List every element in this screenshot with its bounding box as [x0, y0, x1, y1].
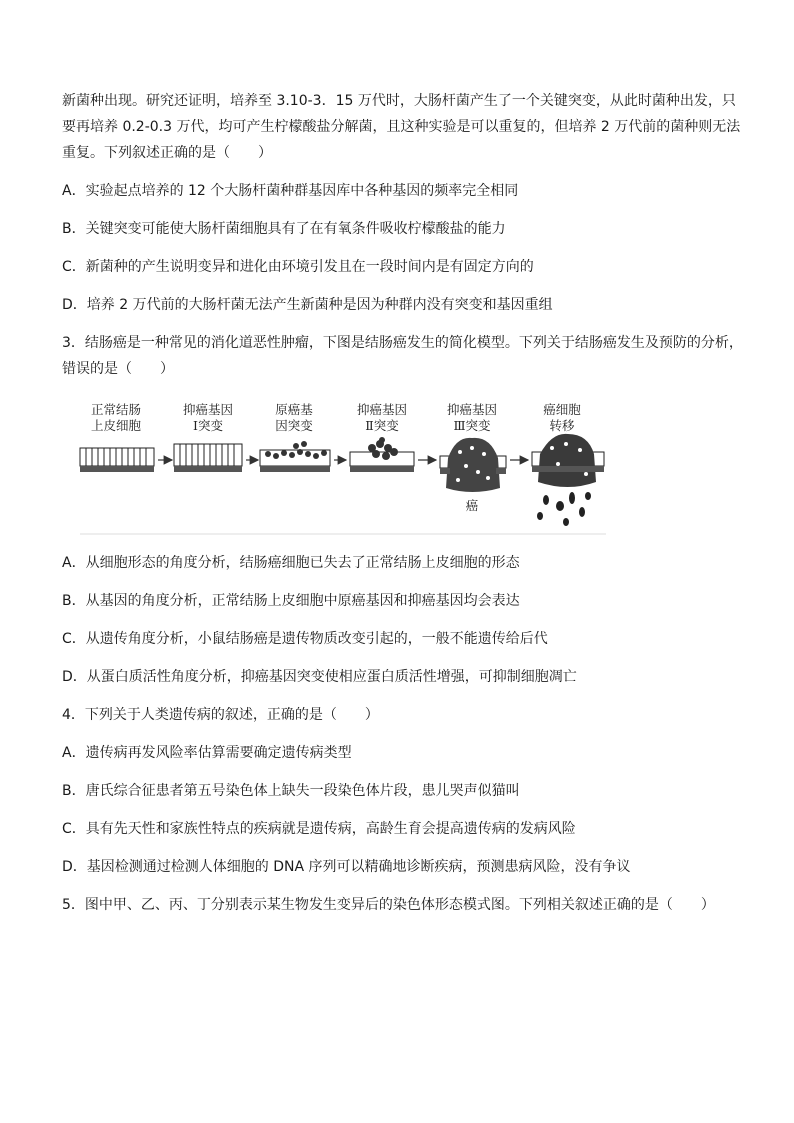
stage-4-label-l1: 抑癌基因 [356, 402, 408, 417]
q5-stem: 5．图中甲、乙、丙、丁分别表示某生物发生变异后的染色体形态模式图。下列相关叙述正确的是（ ） [62, 897, 715, 913]
q3-stem-line-2: 错误的是（ ） [62, 361, 174, 377]
q2-stem-line-2: 要再培养 0.2-0.3 万代，均可产生柠檬酸盐分解菌，且这种实验是可以重复的，但培养 2 万代前的菌种则无法 [62, 119, 741, 135]
q2-stem-line-1: 新菌种出现。研究还证明，培养至 3.10-3．15 万代时，大肠杆菌产生了一个关键突变，从此时菌种出发，只 [62, 93, 736, 109]
stage-2-tissue [174, 444, 242, 472]
stage-5-label-l1: 抑癌基因 [446, 402, 498, 417]
q3-option-a: A．从细胞形态的角度分析，结肠癌细胞已失去了正常结肠上皮细胞的形态 [62, 555, 520, 571]
tumor-label: 癌 [465, 498, 479, 513]
q2-option-c: C．新菌种的产生说明变异和进化由环境引发且在一段时间内是有固定方向的 [62, 259, 534, 275]
q4-option-c: C．具有先天性和家族性特点的疾病就是遗传病，高龄生育会提高遗传病的发病风险 [62, 821, 576, 837]
stage-1-label-l1: 正常结肠 [90, 402, 142, 417]
stage-3-tissue [260, 441, 330, 472]
stage-5-tissue [440, 438, 506, 492]
q4-option-d: D．基因检测通过检测人体细胞的 DNA 序列可以精确地诊断疾病，预测患病风险，没有争议 [62, 859, 631, 875]
stage-3-label-l2: 因突变 [275, 418, 313, 433]
q3-option-c: C．从遗传角度分析，小鼠结肠癌是遗传物质改变引起的，一般不能遗传给后代 [62, 631, 548, 647]
q4-option-a: A．遗传病再发风险率估算需要确定遗传病类型 [62, 745, 352, 761]
q3-stem-line-1: 3．结肠癌是一种常见的消化道恶性肿瘤，下图是结肠癌发生的简化模型。下列关于结肠癌发生及预防的分析， [62, 335, 743, 351]
colon-cancer-model-figure [76, 396, 608, 536]
q3-option-b: B．从基因的角度分析，正常结肠上皮细胞中原癌基因和抑癌基因均会表达 [62, 593, 520, 609]
stage-5-label-l2: Ⅲ突变 [453, 418, 491, 433]
stage-1-tissue [80, 448, 154, 472]
q2-option-a: A．实验起点培养的 12 个大肠杆菌种群基因库中各种基因的频率完全相同 [62, 183, 519, 199]
stage-4-label-l2: Ⅱ突变 [365, 418, 399, 433]
q4-stem: 4．下列关于人类遗传病的叙述，正确的是（ ） [62, 707, 379, 723]
stage-3-label-l1: 原癌基 [275, 402, 313, 417]
stage-6-label-l2: 转移 [549, 418, 575, 433]
stage-6-tissue [532, 434, 604, 526]
stage-2-label-l2: Ⅰ突变 [193, 418, 223, 433]
stage-6-label-l1: 癌细胞 [543, 402, 581, 417]
q2-option-d: D．培养 2 万代前的大肠杆菌无法产生新菌种是因为种群内没有突变和基因重组 [62, 297, 553, 313]
q3-option-d: D．从蛋白质活性角度分析，抑癌基因突变使相应蛋白质活性增强，可抑制细胞凋亡 [62, 669, 577, 685]
stage-4-tissue [350, 437, 414, 472]
q4-option-b: B．唐氏综合征患者第五号染色体上缺失一段染色体片段，患儿哭声似猫叫 [62, 783, 520, 799]
stage-1-label-l2: 上皮细胞 [90, 418, 142, 433]
stage-2-label-l1: 抑癌基因 [182, 402, 234, 417]
q2-stem-line-3: 重复。下列叙述正确的是（ ） [62, 145, 272, 161]
q2-option-b: B．关键突变可能使大肠杆菌细胞具有了在有氧条件吸收柠檬酸盐的能力 [62, 221, 506, 237]
